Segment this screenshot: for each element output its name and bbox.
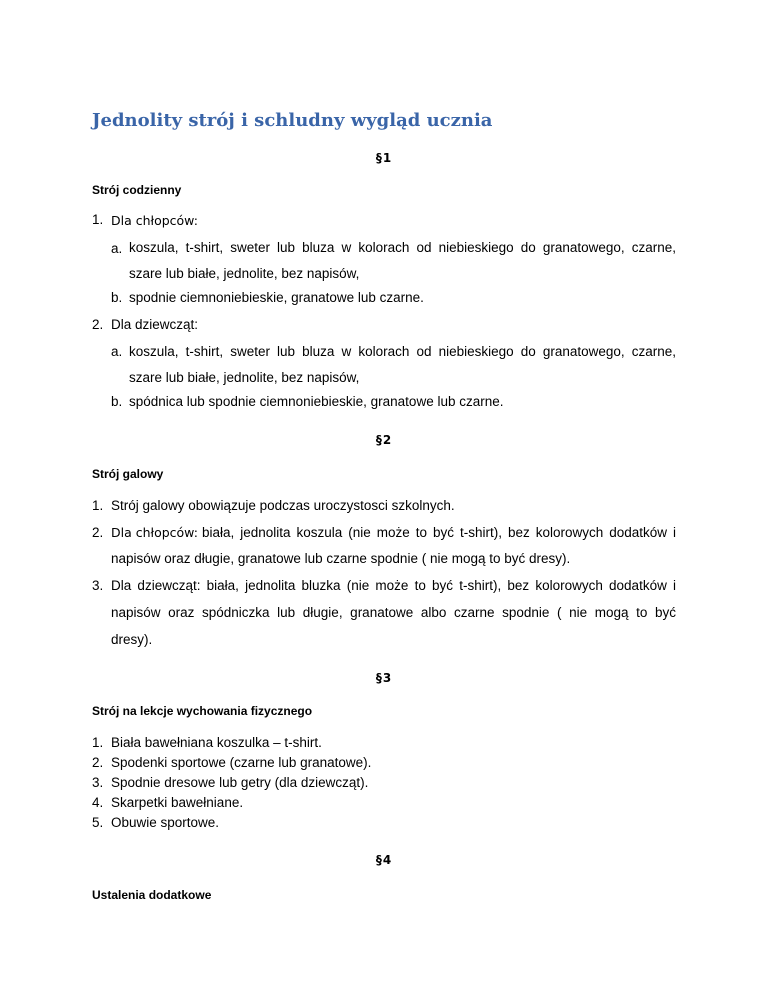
- section-2-mark: §2: [375, 433, 393, 447]
- s2-item2-number: 2.: [92, 525, 104, 540]
- section-4-mark: §4: [375, 853, 393, 867]
- s3-item-number: 1.: [92, 735, 104, 750]
- section-2-heading: Strój galowy: [92, 467, 164, 481]
- s1-item1-number: 1.: [92, 212, 104, 227]
- s3-item-number: 4.: [92, 795, 104, 810]
- section-3-heading: Strój na lekcje wychowania fizycznego: [92, 704, 313, 718]
- s2-item3-line2: napisów oraz spódniczka lub długie, granatowe albo czarne spodnie ( nie mogą to być: [111, 605, 676, 620]
- s2-item2-line1-text: biała, jednolita koszula (nie może to być t-shirt), bez kolorowych dodatków i: [201, 525, 676, 540]
- s1-item2b-letter: b.: [111, 394, 123, 409]
- section-1-heading: Strój codzienny: [92, 183, 182, 197]
- s1-item1b-letter: b.: [111, 290, 123, 305]
- s1-item1-label: Dla chłopców:: [111, 213, 198, 228]
- s1-item1a-letter: a.: [111, 241, 123, 256]
- s2-item2-line2: napisów oraz długie, granatowe lub czarne spodnie ( nie mogą to być dresy).: [111, 551, 571, 566]
- s1-item1a-line1: koszula, t-shirt, sweter lub bluza w kolorach od niebieskiego do granatowego, czarne,: [129, 240, 676, 255]
- s1-item2a-line1: koszula, t-shirt, sweter lub bluza w kolorach od niebieskiego do granatowego, czarne,: [129, 344, 676, 359]
- section-4-heading: Ustalenia dodatkowe: [92, 888, 212, 902]
- s1-item1b-text: spodnie ciemnoniebieskie, granatowe lub czarne.: [129, 290, 424, 305]
- s3-item-number: 2.: [92, 755, 104, 770]
- s1-item2a-line2: szare lub białe, jednolite, bez napisów,: [129, 370, 360, 385]
- document-title: Jednolity strój i schludny wygląd ucznia: [92, 110, 493, 131]
- s2-item3-number: 3.: [92, 578, 104, 593]
- s1-item2b-text: spódnica lub spodnie ciemnoniebieskie, granatowe lub czarne.: [129, 394, 504, 409]
- s3-item-text: Skarpetki bawełniane.: [111, 795, 244, 810]
- section-1-mark: §1: [375, 151, 393, 165]
- s2-item3-line1: Dla dziewcząt: biała, jednolita bluzka (nie może to być t-shirt), bez kolorowych dodatków i: [111, 578, 676, 593]
- s3-item-number: 3.: [92, 775, 104, 790]
- s2-item2-label: Dla chłopców:: [111, 525, 198, 540]
- s3-item-number: 5.: [92, 815, 104, 830]
- s1-item2-label: Dla dziewcząt:: [111, 317, 199, 332]
- s1-item2a-letter: a.: [111, 344, 123, 359]
- s2-item1-number: 1.: [92, 498, 104, 513]
- s3-item-text: Spodenki sportowe (czarne lub granatowe).: [111, 755, 372, 770]
- s1-item2-number: 2.: [92, 317, 104, 332]
- s3-item-text: Spodnie dresowe lub getry (dla dziewcząt).: [111, 775, 369, 790]
- s3-item-text: Obuwie sportowe.: [111, 815, 220, 830]
- s2-item2-line1: [111, 525, 676, 540]
- s1-item1a-line2: szare lub białe, jednolite, bez napisów,: [129, 266, 360, 281]
- s2-item1-text: Strój galowy obowiązuje podczas uroczystosci szkolnych.: [111, 498, 455, 513]
- section-3-mark: §3: [375, 671, 393, 685]
- s2-item3-line3: dresy).: [111, 632, 153, 647]
- s3-item-text: Biała bawełniana koszulka – t-shirt.: [111, 735, 322, 750]
